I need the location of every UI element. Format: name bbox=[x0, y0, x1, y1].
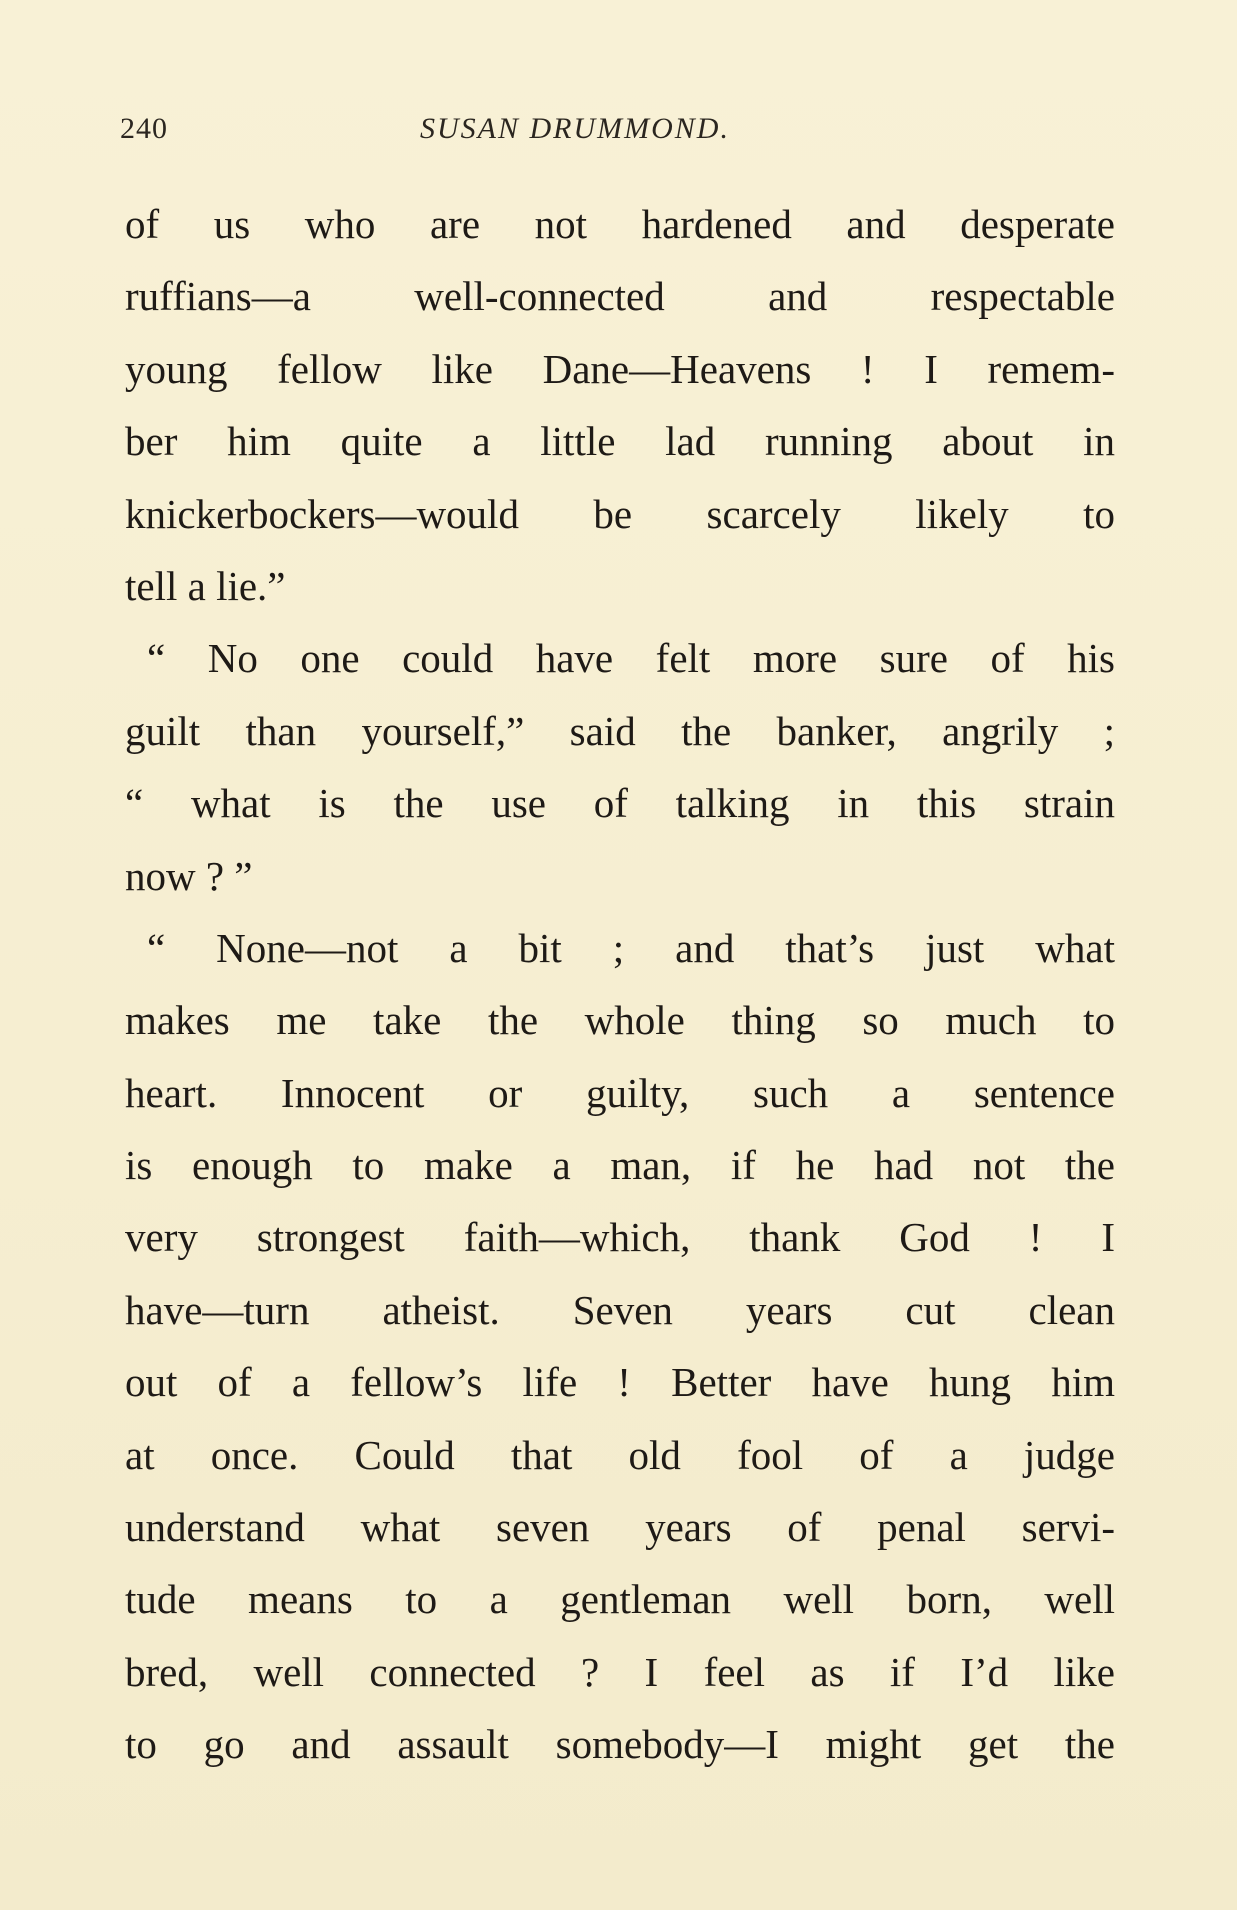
text-line: to go and assault somebody—I might get the bbox=[125, 1721, 1115, 1768]
text-line: at once. Could that old fool of a judge bbox=[125, 1431, 1115, 1478]
text-line: “ what is the use of talking in this strain bbox=[125, 780, 1115, 827]
text-line: tude means to a gentleman well born, well bbox=[125, 1576, 1115, 1623]
running-head bbox=[120, 112, 1115, 152]
text-line: very strongest faith—which, thank God ! I bbox=[125, 1214, 1115, 1261]
text-line: young fellow like Dane—Heavens ! I remem- bbox=[125, 345, 1115, 392]
text-line: ber him quite a little lad running about in bbox=[125, 418, 1115, 465]
text-line: now ? ” bbox=[125, 852, 253, 899]
text-line: bred, well connected ? I feel as if I’d like bbox=[125, 1648, 1115, 1695]
text-line: makes me take the whole thing so much to bbox=[125, 997, 1115, 1044]
text-line: understand what seven years of penal servi- bbox=[125, 1504, 1115, 1551]
text-line: of us who are not hardened and desperate bbox=[125, 201, 1115, 247]
running-title: SUSAN DRUMMOND. bbox=[420, 112, 730, 145]
text-line: have—turn atheist. Seven years cut clean bbox=[125, 1286, 1115, 1333]
text-line: tell a lie.” bbox=[125, 562, 286, 609]
text-line: knickerbockers—would be scarcely likely to bbox=[125, 490, 1115, 537]
text-line: ruffians—a well-connected and respectable bbox=[125, 273, 1115, 320]
body-text bbox=[125, 188, 1115, 1781]
page-number: 240 bbox=[120, 112, 168, 145]
text-line: out of a fellow’s life ! Better have hung him bbox=[125, 1359, 1115, 1406]
text-line: guilt than yourself,” said the banker, angrily ; bbox=[125, 707, 1115, 754]
text-line: is enough to make a man, if he had not the bbox=[125, 1142, 1115, 1189]
text-line: heart. Innocent or guilty, such a sentence bbox=[125, 1069, 1115, 1116]
text-line: “ No one could have felt more sure of his bbox=[147, 635, 1115, 682]
text-line: “ None—not a bit ; and that’s just what bbox=[147, 924, 1115, 971]
